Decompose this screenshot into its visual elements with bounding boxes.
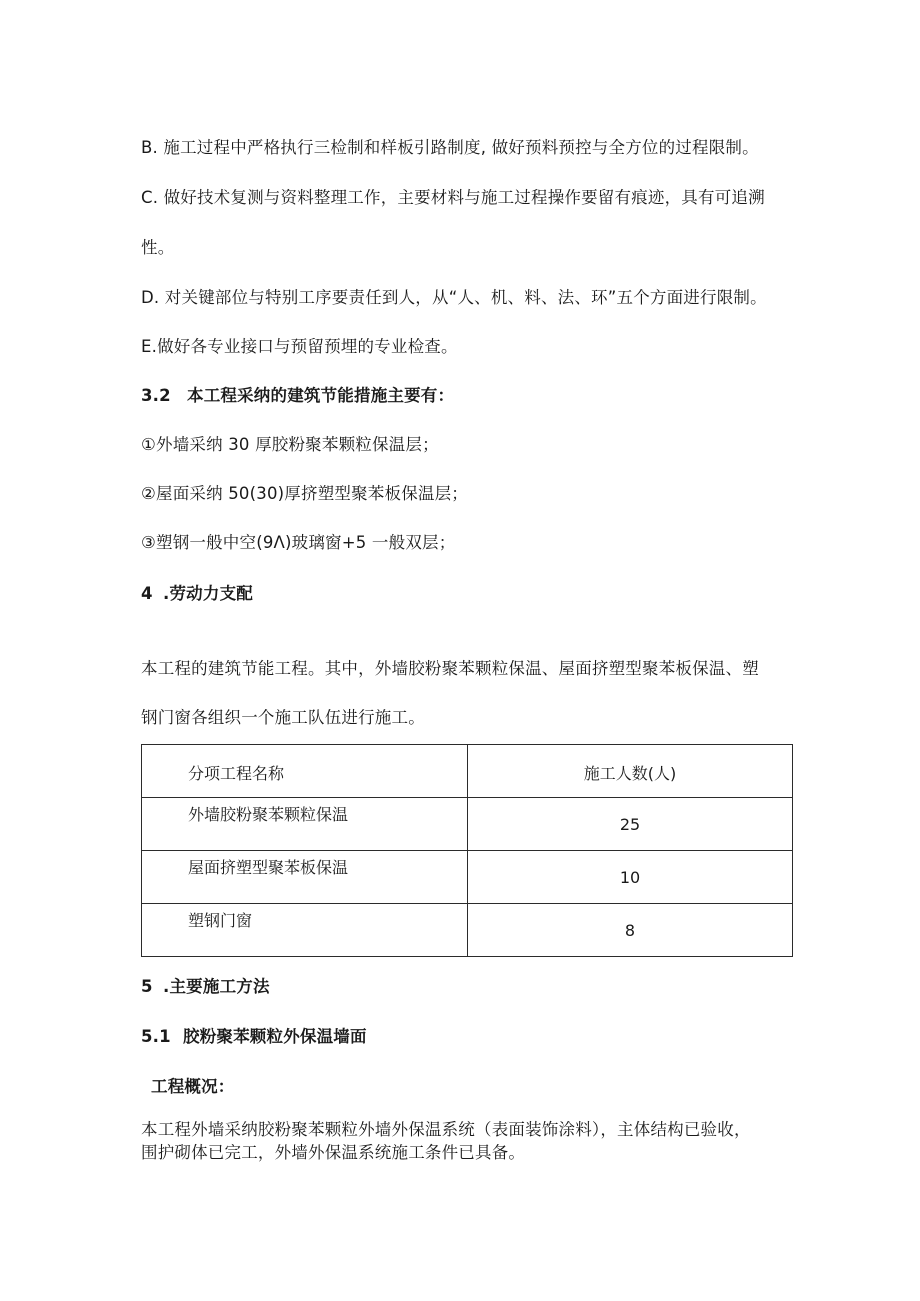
section-number: 3.2 xyxy=(141,386,171,405)
row-count-cell: 8 xyxy=(468,904,793,957)
section-5-1-heading xyxy=(141,1025,367,1049)
quality-item-b: B. 施工过程中严格执行三检制和样板引路制度, 做好预料预控与全方位的过程限制。 xyxy=(141,138,759,157)
row-name-cell: 外墙胶粉聚苯颗粒保温 xyxy=(142,798,468,851)
table-row xyxy=(142,904,793,957)
quality-item-c-line2: 性。 xyxy=(141,238,175,257)
row-count-cell: 25 xyxy=(468,798,793,851)
measure-item-2: ②屋面采纳 50(30)厚挤塑型聚苯板保温层； xyxy=(141,484,469,503)
section-title: 胶粉聚苯颗粒外保温墙面 xyxy=(183,1027,367,1046)
section-title: .主要施工方法 xyxy=(163,977,270,996)
measure-item-1: ①外墙采纳 30 厚胶粉聚苯颗粒保温层； xyxy=(141,435,439,454)
labor-table xyxy=(141,744,793,957)
header-cell-count: 施工人数(人) xyxy=(468,745,793,798)
section-number: 5.1 xyxy=(141,1027,171,1046)
labor-paragraph-line1: 本工程的建筑节能工程。其中，外墙胶粉聚苯颗粒保温、屋面挤塑型聚苯板保温、塑 xyxy=(141,659,759,678)
table-header-row xyxy=(142,745,793,798)
overview-paragraph-line2: 围护砌体已完工，外墙外保温系统施工条件已具备。 xyxy=(141,1143,526,1162)
overview-heading: 工程概况： xyxy=(151,1077,235,1096)
labor-paragraph-line2: 钢门窗各组织一个施工队伍进行施工。 xyxy=(141,708,425,727)
table-row xyxy=(142,851,793,904)
overview-paragraph-line1: 本工程外墙采纳胶粉聚苯颗粒外墙外保温系统（表面装饰涂料），主体结构已验收， xyxy=(141,1120,751,1139)
table-row xyxy=(142,798,793,851)
header-cell-name: 分项工程名称 xyxy=(142,745,468,798)
row-name-cell: 屋面挤塑型聚苯板保温 xyxy=(142,851,468,904)
measure-item-3: ③塑钢一般中空(9Λ)玻璃窗+5 一般双层； xyxy=(141,533,456,552)
section-4-heading xyxy=(141,582,253,606)
section-3-2-heading xyxy=(141,384,454,408)
section-number: 5 xyxy=(141,977,153,996)
quality-item-d: D. 对关键部位与特别工序要责任到人，从“人、机、料、法、环”五个方面进行限制。 xyxy=(141,288,767,307)
quality-item-c-line1: C. 做好技术复测与资料整理工作，主要材料与施工过程操作要留有痕迹，具有可追溯 xyxy=(141,188,765,207)
section-title: 本工程采纳的建筑节能措施主要有： xyxy=(187,386,455,405)
row-count-cell: 10 xyxy=(468,851,793,904)
section-title: .劳动力支配 xyxy=(163,584,253,603)
section-number: 4 xyxy=(141,584,153,603)
quality-item-e: E.做好各专业接口与预留预埋的专业检查。 xyxy=(141,337,458,356)
row-name-cell: 塑钢门窗 xyxy=(142,904,468,957)
section-5-heading xyxy=(141,975,270,999)
